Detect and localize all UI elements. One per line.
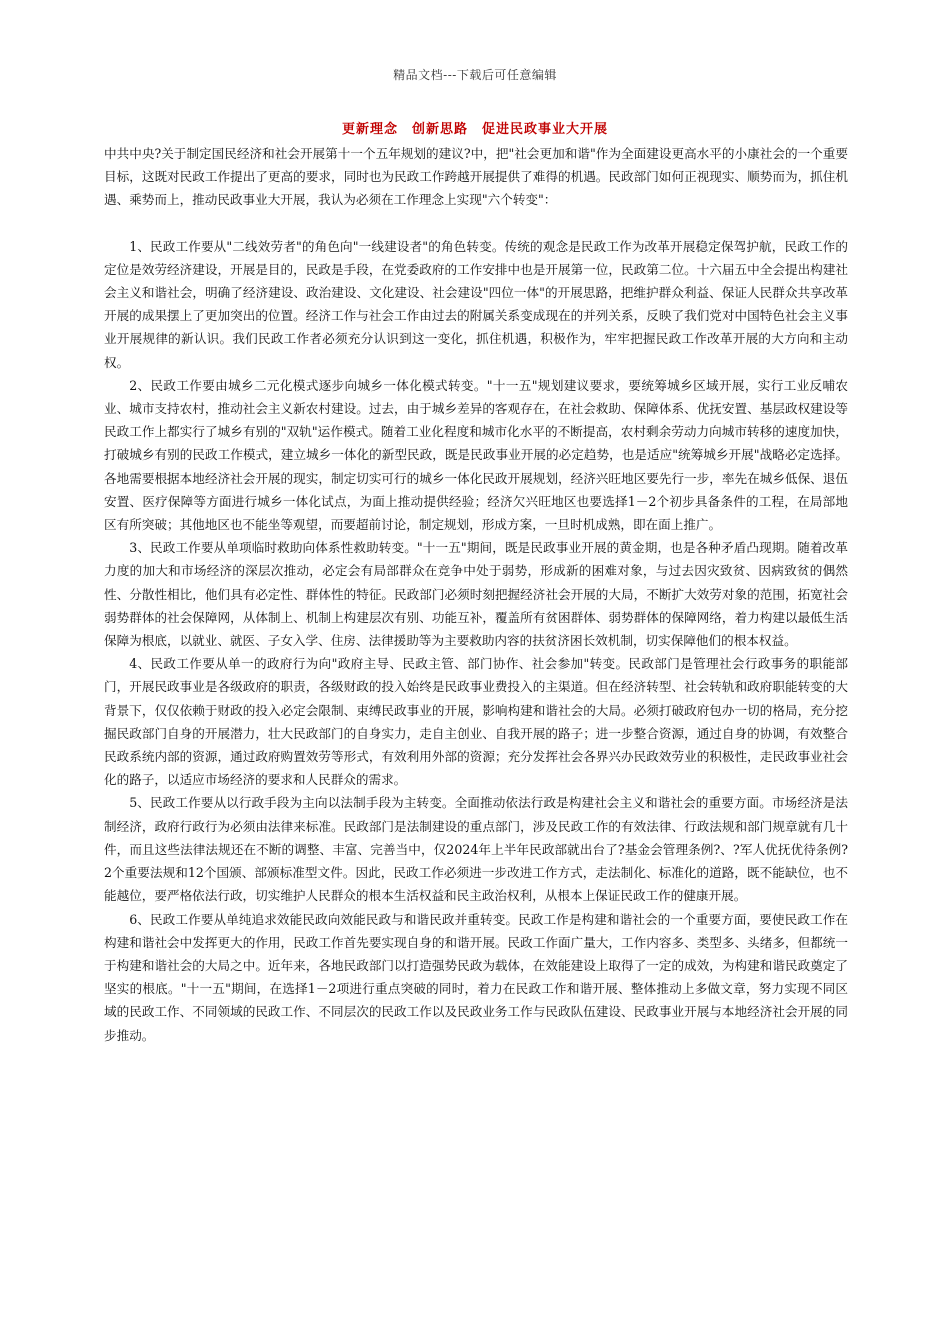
paragraph-6: 6、民政工作要从单纯追求效能民政向效能民政与和谐民政并重转变。民政工作是构建和谐社会的一个重要方面，要使民政工作在构建和谐社会中发挥更大的作用，民政工作首先要实现自身的和谐开展。民政工作面广量大，工作内容多、类型多、头绪多，但都统一于构建和谐社会的大局之中。近年来，各地民政部门以打造强势民政为载体，在效能建设上取得了一定的成效，为构建和谐民政奠定了坚实的根底。"十一五"期间，在选择1－2项进行重点突破的同时，着力在民政工作和谐开展、整体推动上多做文章，努力实现不同区域的民政工作、不同领域的民政工作、不同层次的民政工作以及民政业务工作与民政队伍建设、民政事业开展与本地经济社会开展的同步推动。 bbox=[104, 911, 848, 1043]
document-body bbox=[104, 142, 848, 1047]
paragraph-4: 4、民政工作要从单一的政府行为向"政府主导、民政主管、部门协作、社会参加"转变。民政部门是管理社会行政事务的职能部门，开展民政事业是各级政府的职责，各级财政的投入始终是民政事业费投入的主渠道。但在经济转型、社会转轨和政府职能转变的大背景下，仅仅依赖于财政的投入必定会限制、束缚民政事业的开展，影响构建和谐社会的大局。必须打破政府包办一切的格局，充分挖掘民政部门自身的开展潜力，壮大民政部门的自身实力，走自主创业、自我开展的路子；进一步整合资源，通过自身的协调，有效整合民政系统内部的资源，通过政府购置效劳等形式，有效利用外部的资源；充分发挥社会各界兴办民政效劳业的积极性，走民政事业社会化的路子，以适应市场经济的要求和人民群众的需求。 bbox=[104, 656, 848, 788]
paragraph-3: 3、民政工作要从单项临时救助向体系性救助转变。"十一五"期间，既是民政事业开展的黄金期，也是各种矛盾凸现期。随着改革力度的加大和市场经济的深层次推动，必定会有局部群众在竞争中处于弱势，形成新的困难对象，与过去因灾致贫、因病致贫的偶然性、分散性相比，他们具有必定性、群体性的特征。民政部门必须时刻把握经济社会开展的大局，不断扩大效劳对象的范围，拓宽社会弱势群体的社会保障网，从体制上、机制上构建层次有别、功能互补，覆盖所有贫困群体、弱势群体的保障网络，着力构建以最低生活保障为根底，以就业、就医、子女入学、住房、法律援助等为主要救助内容的扶贫济困长效机制，切实保障他们的根本权益。 bbox=[104, 540, 848, 649]
header-note: 精品文档---下载后可任意编辑 bbox=[393, 68, 557, 82]
paragraph-1: 1、民政工作要从"二线效劳者"的角色向"一线建设者"的角色转变。传统的观念是民政工作为改革开展稳定保驾护航，民政工作的定位是效劳经济建设，开展是目的，民政是手段，在党委政府的工作安排中也是开展第一位，民政第二位。十六届五中全会提出构建社会主义和谐社会，明确了经济建设、政治建设、文化建设、社会建设"四位一体"的开展思路，把维护群众利益、保证人民群众共享改革开展的成果摆上了更加突出的位置。经济工作与社会工作由过去的附属关系变成现在的并列关系，反映了我们党对中国特色社会主义事业开展规律的新认识。我们民政工作者必须充分认识到这一变化，抓住机遇，积极作为，牢牢把握民政工作改革开展的大方向和主动权。 bbox=[104, 238, 848, 370]
paragraph-5: 5、民政工作要从以行政手段为主向以法制手段为主转变。全面推动依法行政是构建社会主义和谐社会的重要方面。市场经济是法制经济，政府行政行为必须由法律来标准。民政部门是法制建设的重点部门，涉及民政工作的有效法律、行政法规和部门规章就有几十件，而且这些法律法规还在不断的调整、丰富、完善当中，仅2024年上半年民政部就出台了?基金会管理条例?、?军人优抚优待条例?2个重要法规和12个国颁、部颁标准型文件。因此，民政工作必须进一步改进工作方式，走法制化、标准化的道路，既不能缺位，也不能越位，要严格依法行政，切实维护人民群众的根本生活权益和民主政治权利，从根本上保证民政工作的健康开展。 bbox=[104, 795, 848, 904]
document-title: 更新理念 创新思路 促进民政事业大开展 bbox=[341, 122, 608, 137]
intro-paragraph: 中共中央?关于制定国民经济和社会开展第十一个五年规划的建议?中，把"社会更加和谐"作为全面建设更高水平的小康社会的一个重要目标，这既对民政工作提出了更高的要求，同时也为民政工作跨越开展提供了难得的机遇。民政部门如何正视现实、顺势而为，抓住机遇、乘势而上，推动民政事业大开展，我认为必须在工作理念上实现"六个转变"： bbox=[104, 146, 848, 208]
paragraph-2: 2、民政工作要由城乡二元化模式逐步向城乡一体化模式转变。"十一五"规划建议要求，要统筹城乡区域开展，实行工业反哺农业、城市支持农村，推动社会主义新农村建设。过去，由于城乡差异的客观存在，在社会救助、保障体系、优抚安置、基层政权建设等民政工作上都实行了城乡有别的"双轨"运作模式。随着工业化程度和城市化水平的不断提高，农村剩余劳动力向城市转移的速度加快，打破城乡有别的民政工作模式，建立城乡一体化的新型民政，既是民政事业开展的必定趋势，也是适应"统筹城乡开展"战略必定选择。各地需要根据本地经济社会开展的现实，制定切实可行的城乡一体化民政开展规划，经济兴旺地区要先行一步，率先在城乡低保、退伍安置、医疗保障等方面进行城乡一体化试点，为面上推动提供经验；经济欠兴旺地区也要选择1－2个初步具备条件的工程，在局部地区有所突破；其他地区也不能坐等观望，而要超前讨论，制定规划，形成方案，一旦时机成熟，即在面上推广。 bbox=[104, 377, 848, 533]
